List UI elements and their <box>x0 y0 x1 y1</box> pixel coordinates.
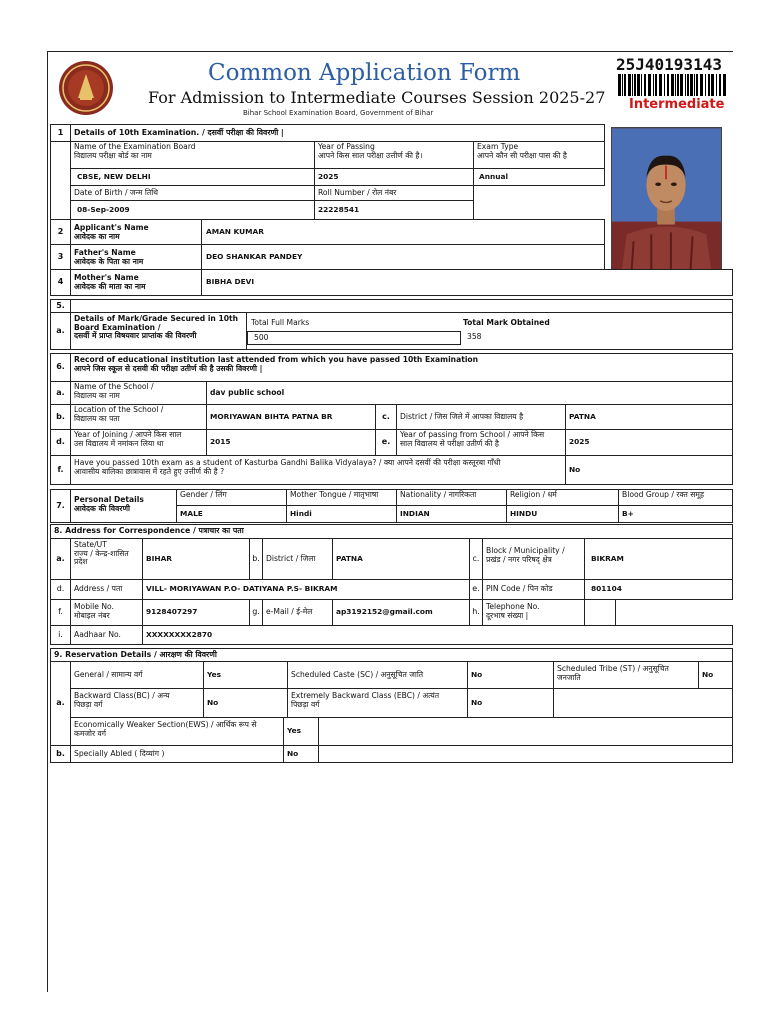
ebc-value: No <box>467 688 554 718</box>
row-9a-number: a. <box>50 661 71 746</box>
exam-board-value: CBSE, NEW DELHI <box>70 168 315 186</box>
state-label-hi-2: प्रदेश <box>74 557 88 566</box>
nationality-label: Nationality / नागरिकता <box>396 489 507 506</box>
year-of-passing-label-hi: आपने किस साल परीक्षा उत्तीर्ण की है। <box>318 150 423 160</box>
school-location-label-hi: विद्यालय का पता <box>74 413 120 423</box>
state-label: State/UT <box>74 540 107 549</box>
board-name: Bihar School Examination Board, Government of Bihar <box>243 109 434 117</box>
ews-label-cell <box>70 717 284 746</box>
applicant-name-label-cell <box>70 219 202 245</box>
address-district-label: District / जिला <box>262 538 333 580</box>
row-6e-number: e. <box>375 429 397 456</box>
specially-abled-value: No <box>283 745 319 763</box>
aadhaar-label: Aadhaar No. <box>70 625 143 645</box>
exam-board-label: Name of the Examination Board <box>74 142 196 151</box>
nationality-value: INDIAN <box>396 505 507 523</box>
section-6-number: 6. <box>50 353 71 382</box>
ews-value: Yes <box>283 717 319 746</box>
section-1-number: 1 <box>50 124 71 142</box>
row-6d-number: d. <box>50 429 71 456</box>
personal-details-label-cell <box>70 489 177 523</box>
telephone-label-hi: दूरभाष संख्या | <box>486 610 529 620</box>
pin-code-value: 801104 <box>584 579 733 600</box>
school-name-label-cell <box>70 381 207 405</box>
section-8-title: 8. Address for Correspondence / पत्राचार का पता <box>50 524 733 539</box>
personal-details-label-hi: आवेदक की विवरणी <box>74 503 130 513</box>
form-title: Common Application Form <box>208 60 521 86</box>
applicant-name-value: AMAN KUMAR <box>201 219 605 245</box>
roll-number-label: Roll Number / रोल नंबर <box>314 185 474 201</box>
section-5-header <box>70 299 733 313</box>
section-6-title-hi: आपने जिस स्कूल से दसवी की परीक्षा उतीर्ण की है उसकी विवरणी | <box>74 363 263 373</box>
section-7-number: 7. <box>50 489 71 523</box>
kgbv-label-cell <box>70 455 566 485</box>
row-6f-number: f. <box>50 455 71 485</box>
bc-label-hi: पिछड़ा वर्ग <box>74 699 103 709</box>
section-4-number: 4 <box>50 269 71 296</box>
school-location-value: MORIYAWAN BIHTA PATNA BR <box>206 404 376 430</box>
year-of-passing-label: Year of Passing <box>318 142 375 151</box>
year-of-passing-label-cell <box>314 141 474 169</box>
year-of-joining-value: 2015 <box>206 429 376 456</box>
exam-type-label: Exam Type <box>477 142 519 151</box>
year-passing-school-label-hi: साल विद्यालय से परीक्षा उतीर्ण की है <box>400 438 499 448</box>
blood-group-value: B+ <box>618 505 733 523</box>
row-8e-number: e. <box>469 579 483 600</box>
row-9b-number: b. <box>50 745 71 763</box>
kgbv-label: Have you passed 10th exam as a student of Kasturba Gandhi Balika Vidyalaya? / क्या आपने दसवीं की परीक्षा कस्तूरबा गाँधी <box>74 458 501 467</box>
school-location-label: Location of the School / <box>74 405 164 414</box>
school-location-label-cell <box>70 404 207 430</box>
school-name-label-hi: विद्यालय का नाम <box>74 390 120 400</box>
school-name-value: dav public school <box>206 381 733 405</box>
dob-label: Date of Birth / जन्म तिथि <box>70 185 315 201</box>
father-name-label-hi: आवेदक के पिता का नाम <box>74 256 144 266</box>
marks-label: Details of Mark/Grade Secured in 10th Board Examination / <box>74 314 239 332</box>
year-passing-school-value: 2025 <box>565 429 733 456</box>
ebc-label: Extremely Backward Class (EBC) / अत्यंत <box>291 691 440 700</box>
ews-label-hi: कमजोर वर्ग <box>74 728 106 738</box>
row-8b-number: b. <box>249 538 263 580</box>
kgbv-value: No <box>565 455 733 485</box>
year-passing-school-label-cell <box>396 429 566 456</box>
bc-value: No <box>203 688 288 718</box>
year-of-joining-label: Year of Joining / आपने किस साल <box>74 430 182 439</box>
mother-tongue-value: Hindi <box>286 505 397 523</box>
bc-label: Backward Class(BC) / अन्य <box>74 691 170 700</box>
row-8f-number: f. <box>50 599 71 626</box>
mother-name-label-hi: आवेदक की माता का नाम <box>74 281 146 291</box>
marks-value-area <box>246 312 733 350</box>
applicant-name-label: Applicant's Name <box>74 223 149 232</box>
row-6b-number: b. <box>50 404 71 430</box>
mobile-label-cell <box>70 599 143 626</box>
row-6c-number: c. <box>375 404 397 430</box>
address-value: VILL- MORIYAWAN P.O- DATIYANA P.S- BIKRAM <box>142 579 470 600</box>
roll-number-value: 22228541 <box>314 200 474 220</box>
exam-board-label-hi: विद्यालय परीक्षा बोर्ड का नाम <box>74 150 152 160</box>
section-5-number: 5. <box>50 299 71 313</box>
sc-label: Scheduled Caste (SC) / अनुसूचित जाति <box>287 661 468 689</box>
blood-group-label: Blood Group / रक्त समूह <box>618 489 733 506</box>
religion-value: HINDU <box>506 505 619 523</box>
exam-board-label-cell <box>70 141 315 169</box>
telephone-label: Telephone No. <box>486 602 540 611</box>
ebc-label-cell <box>287 688 468 718</box>
st-label-cell <box>553 661 699 689</box>
address-label: Address / पता <box>70 579 143 600</box>
sc-value: No <box>467 661 554 689</box>
mother-name-value: BIBHA DEVI <box>201 269 733 296</box>
full-marks-value: 500 <box>247 331 461 345</box>
state-value: BIHAR <box>142 538 250 580</box>
kgbv-label-hi: आवासीय बालिका छात्रावास में रहते हुए उत्तीर्ण की है ? <box>74 466 225 476</box>
bseb-seal-logo <box>58 60 114 116</box>
pin-code-label: PIN Code / पिन कोड <box>482 579 585 600</box>
section-1-title: Details of 10th Examination. / दसवीं परीक्षा की विवरणी | <box>70 124 605 142</box>
address-district-value: PATNA <box>332 538 470 580</box>
ews-label: Economically Weaker Section(EWS) / आर्थिक रूप से <box>74 720 257 729</box>
father-name-label-cell <box>70 244 202 270</box>
row-8i-number: i. <box>50 625 71 645</box>
row-8a-number: a. <box>50 538 71 580</box>
application-form-sheet <box>47 51 733 992</box>
email-value: ap3192152@gmail.com <box>332 599 470 626</box>
telephone-label-cell <box>482 599 585 626</box>
specially-abled-label: Specially Abled ( दिव्यांग ) <box>70 745 284 763</box>
religion-label: Religion / धर्म <box>506 489 619 506</box>
st-label: Scheduled Tribe (ST) / अनुसूचित <box>557 664 669 673</box>
father-name-value: DEO SHANKAR PANDEY <box>201 244 605 270</box>
year-of-joining-label-hi: उस विद्यालय में नमांकन लिया था <box>74 438 164 448</box>
telephone-value <box>584 599 616 626</box>
father-name-label: Father's Name <box>74 248 136 257</box>
section-3-number: 3 <box>50 244 71 270</box>
obtained-marks-value: 358 <box>467 332 482 341</box>
st-value: No <box>698 661 733 689</box>
reservation-empty-cell <box>553 688 733 718</box>
obtained-marks-label: Total Mark Obtained <box>463 318 550 327</box>
year-of-passing-value: 2025 <box>314 168 474 186</box>
gender-value: MALE <box>176 505 287 523</box>
marks-label-cell <box>70 312 247 350</box>
bc-label-cell <box>70 688 204 718</box>
mobile-value: 9128407297 <box>142 599 250 626</box>
block-value: BIKRAM <box>584 538 733 580</box>
barcode-icon <box>618 74 730 96</box>
mobile-label-hi: मोबाइल नंबर <box>74 610 110 620</box>
year-passing-school-label: Year of passing from School / आपने किस <box>400 430 545 439</box>
state-label-hi: राज्य / केन्द्र-शासित <box>74 548 129 558</box>
exam-type-label-hi: आपने कौन सी परीक्षा पास की है <box>477 150 567 160</box>
applicant-photo <box>611 127 722 271</box>
exam-type-label-cell <box>473 141 605 169</box>
row-8g-number: g. <box>249 599 263 626</box>
row-8c-number: c. <box>469 538 483 580</box>
general-value: Yes <box>203 661 288 689</box>
general-label: General / सामान्य वर्ग <box>70 661 204 689</box>
section-6-title: Record of educational institution last attended from which you have passed 10th Examination <box>74 355 479 364</box>
full-marks-label: Total Full Marks <box>251 318 310 327</box>
ews-empty-cell <box>318 717 733 746</box>
gender-label: Gender / लिंग <box>176 489 287 506</box>
ebc-label-hi: पिछड़ा वर्ग <box>291 699 320 709</box>
block-label-cell <box>482 538 585 580</box>
email-label: e-Mail / ई-मेल <box>262 599 333 626</box>
section-5a-number: a. <box>50 312 71 350</box>
section-2-number: 2 <box>50 219 71 245</box>
exam-type-value: Annual <box>473 168 605 186</box>
personal-details-label: Personal Details <box>74 495 144 504</box>
form-subtitle: For Admission to Intermediate Courses Session 2025-27 <box>148 88 606 107</box>
year-of-joining-label-cell <box>70 429 207 456</box>
section-6-title-cell <box>70 353 733 382</box>
aadhaar-value: XXXXXXXX2870 <box>142 625 733 645</box>
state-label-cell <box>70 538 143 580</box>
marks-label-hi: दसवीं में प्राप्त विषयवार प्राप्तांक की विवरणी <box>74 331 197 340</box>
mother-tongue-label: Mother Tongue / मातृभाषा <box>286 489 397 506</box>
st-label-hi: जनजाति <box>557 672 581 682</box>
dob-value: 08-Sep-2009 <box>70 200 315 220</box>
section-9-title: 9. Reservation Details / आरक्षण की विवरणी <box>50 648 733 662</box>
row-6a-number: a. <box>50 381 71 405</box>
school-district-label: District / जिस जिले में आपका विद्यालय है <box>396 404 566 430</box>
row-8d-number: d. <box>50 579 71 600</box>
mother-name-label: Mother's Name <box>74 273 139 282</box>
block-label-hi: प्रखंड / नगर परिषद् क्षेत्र <box>486 554 552 564</box>
block-label: Block / Municipality / <box>486 546 565 555</box>
school-district-value: PATNA <box>565 404 733 430</box>
applicant-name-label-hi: आवेदक का नाम <box>74 231 120 241</box>
row-8h-number: h. <box>469 599 483 626</box>
mother-name-label-cell <box>70 269 202 296</box>
level-label: Intermediate <box>629 97 725 112</box>
school-name-label: Name of the School / <box>74 382 154 391</box>
application-id: 25J40193143 <box>616 55 722 74</box>
mobile-label: Mobile No. <box>74 602 114 611</box>
specially-abled-empty-cell <box>318 745 733 763</box>
